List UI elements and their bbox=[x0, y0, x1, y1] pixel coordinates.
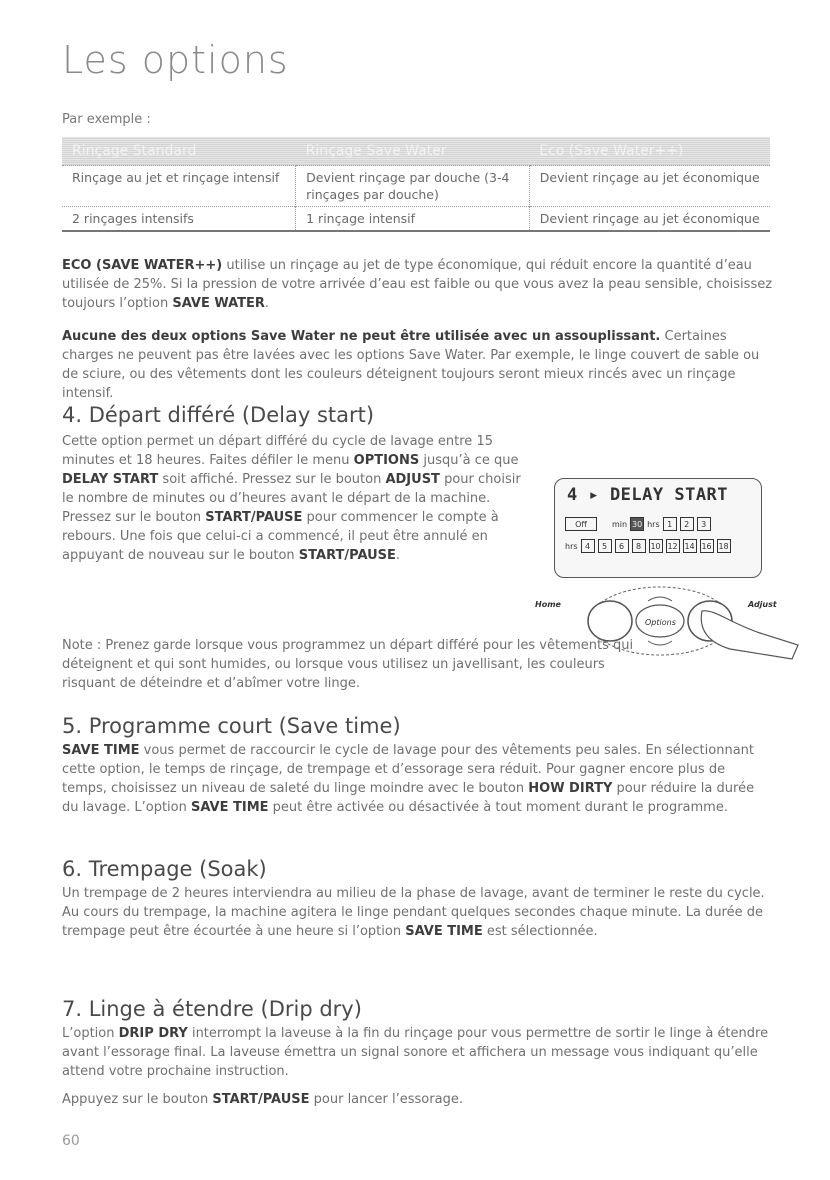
save-time-keyword: SAVE TIME bbox=[191, 800, 269, 815]
hour-segment: 8 bbox=[632, 539, 646, 553]
table-cell: 1 rinçage intensif bbox=[296, 207, 530, 232]
how-dirty-keyword: HOW DIRTY bbox=[528, 781, 613, 796]
home-button[interactable] bbox=[588, 601, 632, 641]
softener-paragraph bbox=[62, 327, 774, 403]
display-row-2 bbox=[565, 539, 731, 553]
hour-segment: 12 bbox=[666, 539, 680, 553]
softener-text: Certaines charges ne peuvent pas être lavées avec les options Save Water. Par exemple, le linge couvert de sable ou de sciure, ou des vêtements dont les couleurs déteignent toujours seront mieux rincés avec un rinçage intensif. bbox=[62, 329, 760, 401]
delay-start-display bbox=[554, 478, 762, 578]
hour-segment: 18 bbox=[717, 539, 731, 553]
options-table bbox=[62, 137, 770, 232]
home-label: Home bbox=[535, 600, 561, 609]
off-indicator: Off bbox=[565, 517, 597, 531]
section7-text: L’option bbox=[62, 1026, 119, 1041]
section6-text: est sélectionnée. bbox=[482, 924, 598, 939]
hour-segment: 6 bbox=[615, 539, 629, 553]
table-row bbox=[62, 166, 770, 207]
section7-text: Appuyez sur le bouton bbox=[62, 1092, 213, 1107]
table-cell: Devient rinçage au jet économique bbox=[529, 207, 770, 232]
hour-segment: 14 bbox=[683, 539, 697, 553]
section4-paragraph bbox=[62, 432, 524, 565]
start-pause-keyword: START/PAUSE bbox=[212, 1092, 310, 1107]
start-pause-keyword: START/PAUSE bbox=[298, 548, 396, 563]
save-water-keyword: SAVE WATER bbox=[172, 296, 265, 311]
table-cell: Devient rinçage au jet économique bbox=[529, 166, 770, 207]
hour-segment: 2 bbox=[680, 517, 694, 531]
section5-text: vous permet de raccourcir le cycle de lavage pour des vêtements peu sales. En sélectionnant cette option, le temps de rinçage, de trempage et d’essorage sera réduit. Pour gagner encore plus de temps, choisissez un niveau de saleté du linge moindre avec le bouton bbox=[62, 743, 754, 796]
section5-text: pour réduire la durée du lavage. L’option bbox=[62, 781, 755, 815]
eco-end: . bbox=[264, 296, 270, 311]
drip-dry-keyword: DRIP DRY bbox=[118, 1026, 188, 1041]
hour-segment: 10 bbox=[649, 539, 663, 553]
eco-paragraph bbox=[62, 256, 774, 313]
eco-keyword: ECO (SAVE WATER++) bbox=[62, 258, 223, 273]
table-header: Rinçage Standard bbox=[62, 137, 296, 166]
section4-text: soit affiché. Pressez sur le bouton bbox=[158, 472, 386, 487]
hour-segment: 3 bbox=[697, 517, 711, 531]
section4-text: . bbox=[395, 548, 401, 563]
section4-heading: 4. Départ différé (Delay start) bbox=[62, 403, 375, 427]
section4-text: pour choisir le nombre de minutes ou d’heures avant le départ de la machine. Pressez sur le bouton bbox=[62, 472, 521, 525]
min-label: min bbox=[612, 519, 628, 529]
section7-instruction bbox=[62, 1090, 774, 1109]
adjust-keyword: ADJUST bbox=[385, 472, 440, 487]
start-pause-keyword: START/PAUSE bbox=[205, 510, 303, 525]
delay-start-keyword: DELAY START bbox=[62, 472, 159, 487]
section5-paragraph bbox=[62, 741, 774, 817]
hour-segment: 5 bbox=[598, 539, 612, 553]
section6-paragraph bbox=[62, 884, 774, 941]
section5-text: peut être activée ou désactivée à tout moment durant le programme. bbox=[268, 800, 728, 815]
page-number: 60 bbox=[62, 1133, 80, 1149]
up-arrow-icon bbox=[648, 597, 672, 601]
table-cell: 2 rinçages intensifs bbox=[62, 207, 296, 232]
section7-text: pour lancer l’essorage. bbox=[309, 1092, 463, 1107]
softener-warning: Aucune des deux options Save Water ne peut être utilisée avec un assouplissant. bbox=[62, 329, 661, 344]
hour-segment: 16 bbox=[700, 539, 714, 553]
table-cell: Devient rinçage par douche (3-4 rinçages par douche) bbox=[296, 166, 530, 207]
display-row-1 bbox=[565, 517, 711, 531]
section4-text: Cette option permet un départ différé du cycle de lavage entre 15 minutes et 18 heures. Faites défiler le menu bbox=[62, 434, 493, 468]
example-label: Par exemple : bbox=[62, 112, 151, 127]
hrs-label: hrs bbox=[647, 519, 660, 529]
section7-heading: 7. Linge à étendre (Drip dry) bbox=[62, 997, 362, 1021]
hour-segment: 4 bbox=[581, 539, 595, 553]
min-value: 30 bbox=[630, 517, 644, 531]
table-header: Rinçage Save Water bbox=[296, 137, 530, 166]
save-time-keyword: SAVE TIME bbox=[405, 924, 483, 939]
section5-heading: 5. Programme court (Save time) bbox=[62, 714, 401, 738]
section4-text: jusqu’à ce que bbox=[419, 453, 519, 468]
hour-segment: 1 bbox=[663, 517, 677, 531]
section7-text: interrompt la laveuse à la fin du rinçage pour vous permettre de sortir le linge à étendre avant l’essorage final. La laveuse émettra un signal sonore et affichera un message vous indiquant qu’elle attend votre prochaine instruction. bbox=[62, 1026, 769, 1079]
section6-text: Un trempage de 2 heures interviendra au milieu de la phase de lavage, avant de terminer le reste du cycle. Au cours du trempage, la machine agitera le linge pendant quelques secondes chaque minute. La durée de trempage peut être écourtée à une heure si l’option bbox=[62, 886, 765, 939]
hrs-label: hrs bbox=[565, 541, 578, 551]
eco-text: utilise un rinçage au jet de type économique, qui réduit encore la quantité d’eau utilisée de 25%. Si la pression de votre arrivée d’eau est faible ou que vous avez la peau sensible, choisissez toujours l’option bbox=[62, 258, 773, 311]
section4-text: pour commencer le compte à rebours. Une fois que celui-ci a commencé, il peut être annulé en appuyant de nouveau sur le bouton bbox=[62, 510, 499, 563]
page-title: Les options bbox=[62, 38, 289, 82]
table-cell: Rinçage au jet et rinçage intensif bbox=[62, 166, 296, 207]
options-label: Options bbox=[645, 618, 676, 627]
section6-heading: 6. Trempage (Soak) bbox=[62, 857, 267, 881]
save-time-keyword: SAVE TIME bbox=[62, 743, 140, 758]
display-title: 4 ▸ DELAY START bbox=[567, 485, 729, 505]
adjust-label: Adjust bbox=[748, 600, 777, 609]
finger-icon bbox=[701, 611, 798, 659]
options-keyword: OPTIONS bbox=[353, 453, 420, 468]
table-header: Eco (Save Water++) bbox=[529, 137, 770, 166]
section4-note: Note : Prenez garde lorsque vous programmez un départ différé pour les vêtements qui déteignent et qui sont humides, ou lorsque vous utilisez un javellisant, les couleurs risquant de déteindre et d’abîmer votre linge. bbox=[62, 638, 634, 691]
table-row bbox=[62, 207, 770, 232]
section7-paragraph bbox=[62, 1024, 774, 1081]
